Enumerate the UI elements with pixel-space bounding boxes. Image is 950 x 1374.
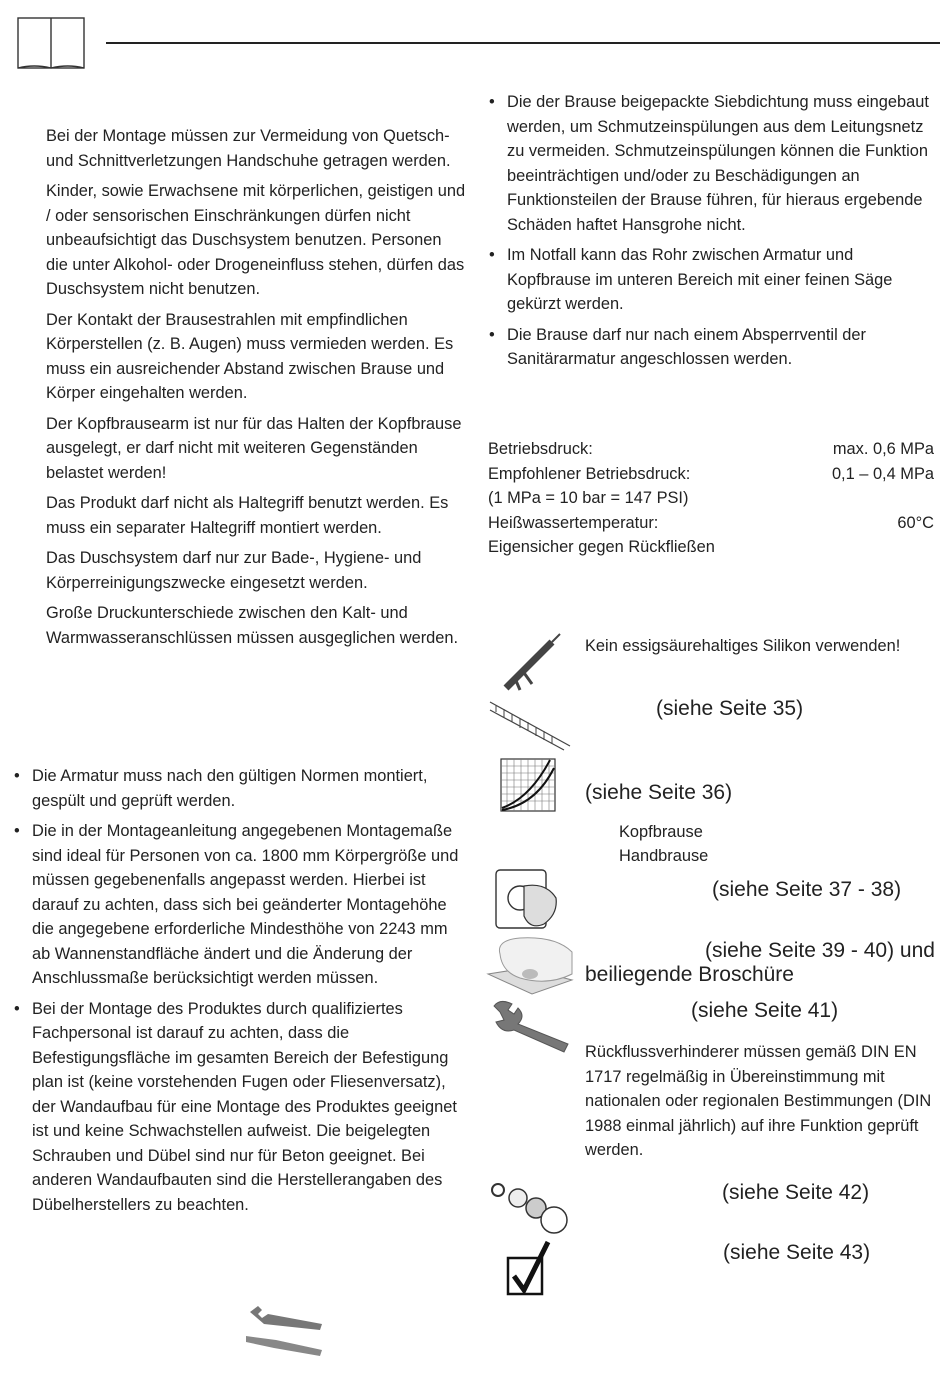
- tech-value: 60°C: [897, 513, 934, 532]
- right-bullets: [489, 90, 939, 378]
- list-item: • Bei der Montage des Produktes durch qualifiziertes Fachpersonal ist darauf zu achten, dass die Befestigungsfläche im gesamten Bereich der Befestigung plan ist (keine vorstehenden Fugen oder Fliesenversatz), der Wandaufbau für eine Montage des Produktes geeignet ist und keine Schwachstellen aufweist. Die beigelegten Schrauben und Dübel sind nur für Beton geeignet. Bei anderen Wandaufbauten sind die Herstellerangaben des Dübelherstellers zu beachten.: [14, 997, 466, 1218]
- spare-parts-icon: [488, 1178, 574, 1236]
- tech-row: [488, 462, 934, 487]
- flow-item: Kopfbrause: [619, 823, 703, 841]
- safety-section: [46, 124, 466, 650]
- safety-paragraph: Kinder, sowie Erwachsene mit körperlichen, geistigen und / oder sensorischen Einschränkungen dürfen nicht unbeaufsichtigt das Duschsystem benutzen. Personen die unter Alkohol- oder Drogeneinfluss stehen, dürfen das Duschsystem nicht benutzen.: [46, 182, 466, 298]
- ruler-icon: [488, 698, 572, 752]
- list-item: • Die in der Montageanleitung angegebenen Montagemaße sind ideal für Personen von ca. 1800 mm Körpergröße und müssen gegebenenfalls angepasst werden. Hierbei ist darauf zu achten, dass sich bei geänderter Montagehöhe die angegebene erforderliche Mindesthöhe von 2243 mm ab Wannenstandfläche ändert und die Änderung der Anschlussmaße berücksichtigt werden müssen.: [14, 819, 466, 991]
- test-mark-ref: (siehe Seite 43): [723, 1241, 871, 1264]
- header-rule: [106, 42, 940, 44]
- safety-paragraph: Der Kopfbrausearm ist nur für das Halten der Kopfbrause ausgelegt, er darf nicht mit weiteren Gegenständen belastet werden!: [46, 414, 462, 482]
- tech-label: Eigensicher gegen Rückfließen: [488, 538, 715, 556]
- tech-row: [488, 511, 934, 536]
- spare-parts-ref: (siehe Seite 42): [722, 1181, 870, 1204]
- tech-row: [488, 486, 934, 511]
- maintenance-text: Rückflussverhinderer müssen gemäß DIN EN 1717 regelmäßig in Übereinstimmung mit nationalen oder regionalen Bestimmungen (DIN 1988 einmal jährlich) auf ihre Funktion geprüft werden.: [585, 1043, 932, 1159]
- silicone-warning: Kein essigsäurehaltiges Silikon verwenden!: [585, 637, 901, 655]
- cleaning-ref: (siehe Seite 39 - 40) und: [705, 939, 935, 962]
- tech-row: [488, 437, 934, 462]
- hand-operating-valve-icon: [494, 868, 560, 932]
- silicone-gun-icon: [500, 632, 562, 694]
- hand-cleaning-icon: [486, 934, 574, 998]
- list-item: • Die der Brause beigepackte Siebdichtung muss eingebaut werden, um Schmutzeinspülungen aus dem Leitungsnetz zu vermeiden. Schmutzeinspülungen können die Funktion beeinträchtigen und/oder zu Beschädigungen an Funktionsteilen der Brause führen, für hieraus ergebende Schäden haftet Hansgrohe nicht.: [489, 90, 939, 237]
- operation-ref: (siehe Seite 37 - 38): [712, 878, 902, 901]
- dimensions-ref: (siehe Seite 35): [656, 697, 804, 720]
- list-item: • Die Brause darf nur nach einem Absperrventil der Sanitärarmatur angeschlossen werden.: [489, 323, 939, 372]
- tech-label: Betriebsdruck:: [488, 440, 593, 458]
- cleaning-ref-brochure: beiliegende Broschüre: [585, 963, 794, 986]
- mounting-bullets: [14, 764, 466, 1223]
- safety-paragraph: Das Duschsystem darf nur zur Bade-, Hygiene- und Körperreinigungszwecke eingesetzt werden.: [46, 549, 422, 592]
- tech-label: (1 MPa = 10 bar = 147 PSI): [488, 489, 689, 507]
- maintenance-ref: (siehe Seite 41): [691, 999, 839, 1022]
- safety-paragraph: Das Produkt darf nicht als Haltegriff benutzt werden. Es muss ein separater Haltegriff montiert werden.: [46, 494, 449, 537]
- tech-value: 0,1 – 0,4 MPa: [831, 464, 934, 483]
- tech-data: [488, 437, 934, 560]
- wrench-icon: [488, 998, 572, 1054]
- flow-diagram-icon: [500, 758, 556, 812]
- list-item: • Im Notfall kann das Rohr zwischen Armatur und Kopfbrause im unteren Bereich mit einer feinen Säge gekürzt werden.: [489, 243, 939, 317]
- safety-paragraph: Große Druckunterschiede zwischen den Kalt- und Warmwasseranschlüssen müssen ausgeglichen werden.: [46, 604, 459, 647]
- flow-item: Handbrause: [619, 847, 709, 865]
- list-item: • Die Armatur muss nach den gültigen Normen montiert, gespült und geprüft werden.: [14, 764, 466, 813]
- tech-row: [488, 535, 934, 560]
- safety-paragraph: Der Kontakt der Brausestrahlen mit empfindlichen Körperstellen (z. B. Augen) muss vermieden werden. Es muss ein ausreichender Abstand zwischen Brause und Körper eingehalten werden.: [46, 310, 454, 402]
- manual-book-icon: [16, 14, 86, 72]
- wrench-screwdriver-icon: [240, 1300, 330, 1360]
- flow-ref: (siehe Seite 36): [585, 781, 733, 804]
- tech-label: Empfohlener Betriebsdruck:: [488, 464, 691, 483]
- tech-value: max. 0,6 MPa: [832, 440, 934, 458]
- safety-paragraph: Bei der Montage müssen zur Vermeidung von Quetsch- und Schnittverletzungen Handschuhe getragen werden.: [46, 127, 451, 170]
- tech-label: Heißwassertemperatur:: [488, 513, 659, 532]
- checkmark-box-icon: [506, 1240, 552, 1296]
